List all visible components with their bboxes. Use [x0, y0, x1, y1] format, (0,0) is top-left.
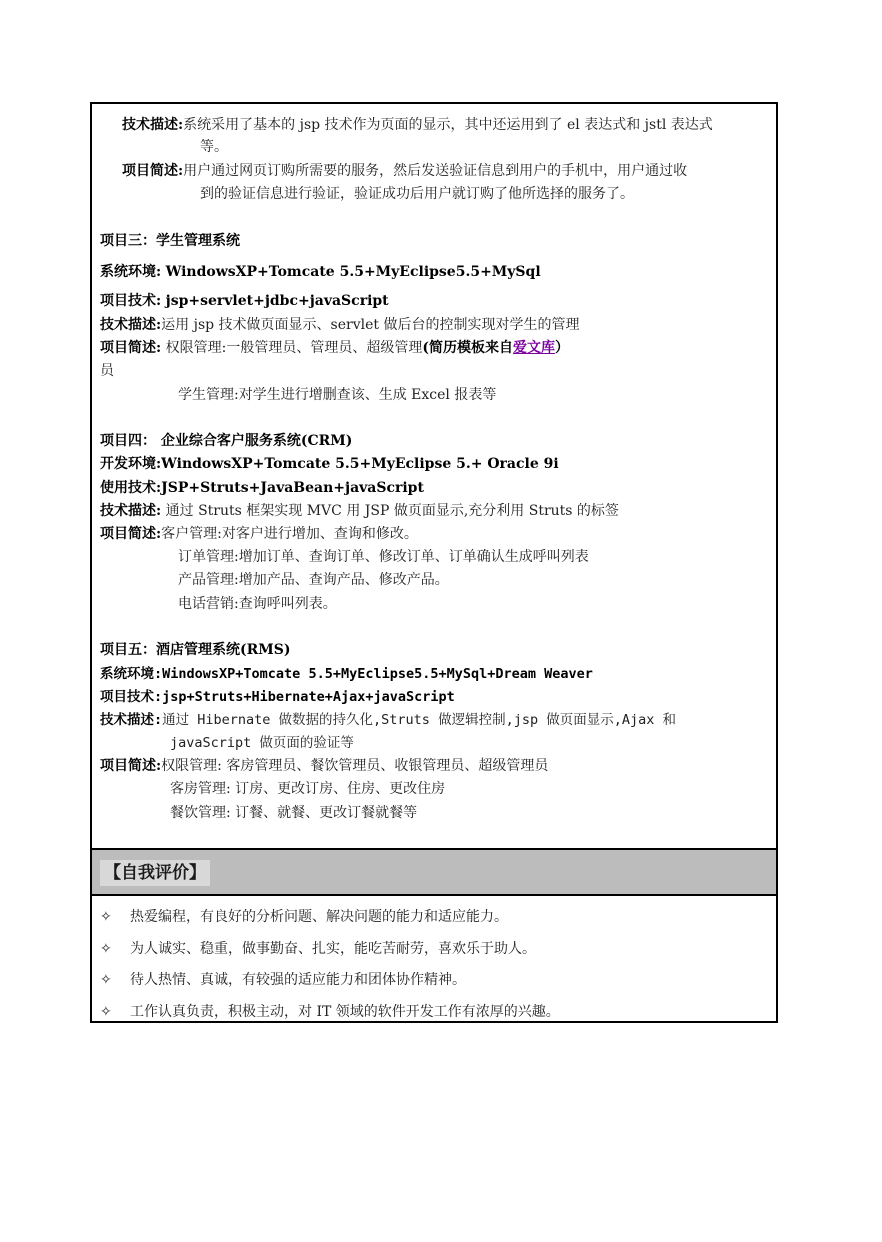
project5-brief-row — [100, 757, 548, 775]
project5-tech-row — [100, 688, 455, 706]
project5-desc-row — [100, 711, 676, 729]
project3-env-row — [100, 263, 541, 281]
project2-tech-text: 系统采用了基本的 jsp 技术作为页面的显示，其中还运用到了 el 表达式和 jstl 表达式 — [183, 117, 713, 133]
project3-brief-value: 权限管理:一般管理员、管理员、超级管理 — [165, 340, 423, 356]
project4-brief-item: 订单管理:增加订单、查询订单、修改订单、订单确认生成呼叫列表 — [178, 549, 589, 565]
project3-title: 项目三：学生管理系统 — [100, 233, 240, 249]
self-eval-header — [92, 848, 776, 896]
project3-brief-wrap: 员 — [100, 363, 114, 379]
project4-brief-item: 产品管理:增加产品、查询产品、修改产品。 — [178, 572, 449, 588]
self-eval-item: 热爱编程，有良好的分析问题、解决问题的能力和适应能力。 — [130, 909, 508, 925]
project2-desc-text-wrap: 到的验证信息进行验证，验证成功后用户就订购了他所选择的服务了。 — [200, 186, 634, 202]
project4-desc-label: 技术描述: — [100, 503, 162, 519]
project2-desc-text: 用户通过网页订购所需要的服务，然后发送验证信息到用户的手机中，用户通过收 — [183, 163, 688, 179]
project4-env-row — [100, 455, 559, 473]
project5-title: 项目五：酒店管理系统(RMS) — [100, 642, 291, 658]
project3-tech-label: 项目技术: — [100, 293, 162, 309]
project4-tech-label: 使用技术: — [100, 480, 162, 496]
project3-env-value: WindowsXP+Tomcate 5.5+MyEclipse5.5+MySql — [165, 264, 541, 280]
project5-brief-item: 餐饮管理: 订餐、就餐、更改订餐就餐等 — [170, 805, 418, 821]
project5-tech-value: jsp+Struts+Hibernate+Ajax+javaScript — [162, 689, 455, 705]
project4-tech-value: JSP+Struts+JavaBean+javaScript — [161, 480, 424, 496]
list-item — [100, 971, 466, 989]
project4-brief-item: 电话营销:查询呼叫列表。 — [178, 596, 337, 612]
project3-brief-source-suffix: ） — [554, 340, 569, 356]
project3-env-label: 系统环境: — [100, 264, 162, 280]
project3-brief-row — [100, 339, 569, 357]
project4-tech-row — [100, 479, 424, 497]
project3-desc-value: 运用 jsp 技术做页面显示、servlet 做后台的控制实现对学生的管理 — [161, 317, 580, 333]
project5-brief-label: 项目简述: — [100, 758, 162, 774]
project2-tech-text-wrap: 等。 — [200, 139, 228, 155]
diamond-bullet-icon: ✧ — [100, 972, 112, 988]
project4-env-label: 开发环境: — [100, 456, 162, 472]
project2-desc-row — [122, 162, 687, 180]
resume-sheet — [90, 102, 778, 1023]
project3-desc-row — [100, 316, 579, 334]
project5-brief-item: 客房管理: 订房、更改订房、住房、更改住房 — [170, 781, 446, 797]
project5-env-value: WindowsXP+Tomcate 5.5+MyEclipse5.5+MySql+Dream Weaver — [162, 666, 593, 682]
project5-tech-label: 项目技术: — [100, 689, 163, 705]
project4-title: 项目四： 企业综合客户服务系统(CRM) — [100, 433, 353, 449]
project5-desc-value: 通过 Hibernate 做数据的持久化,Struts 做逻辑控制,jsp 做页面显示,Ajax 和 — [162, 712, 676, 728]
list-item — [100, 940, 536, 958]
project4-brief-label: 项目简述: — [100, 526, 162, 542]
project3-brief-source-prefix: (简历模板来自 — [422, 340, 513, 356]
project2-tech-label: 技术描述: — [122, 117, 184, 133]
list-item — [100, 908, 508, 926]
self-eval-item: 为人诚实、稳重，做事勤奋、扎实，能吃苦耐劳，喜欢乐于助人。 — [130, 941, 536, 957]
self-eval-heading: 【自我评价】 — [100, 860, 210, 886]
project2-desc-label: 项目简述: — [122, 163, 184, 179]
diamond-bullet-icon: ✧ — [100, 1004, 112, 1020]
project5-brief-item: 权限管理: 客房管理员、餐饮管理员、收银管理员、超级管理员 — [161, 758, 549, 774]
project3-brief-value-2: 学生管理:对学生进行增删查该、生成 Excel 报表等 — [178, 387, 497, 403]
project2-tech-row — [122, 116, 713, 134]
self-eval-item: 工作认真负责，积极主动，对 IT 领域的软件开发工作有浓厚的兴趣。 — [130, 1004, 560, 1020]
project3-desc-label: 技术描述: — [100, 317, 162, 333]
project5-desc-value-wrap: javaScript 做页面的验证等 — [170, 735, 354, 751]
diamond-bullet-icon: ✧ — [100, 941, 112, 957]
project5-desc-label: 技术描述: — [100, 712, 163, 728]
project5-env-label: 系统环境: — [100, 666, 163, 682]
project4-desc-row — [100, 502, 619, 520]
project5-env-row — [100, 665, 593, 683]
project3-tech-row — [100, 292, 389, 310]
diamond-bullet-icon: ✧ — [100, 909, 112, 925]
project4-env-value: WindowsXP+Tomcate 5.5+MyEclipse 5.+ Oracle 9i — [161, 456, 559, 472]
project-experience-section — [92, 104, 776, 848]
list-item — [100, 1003, 560, 1021]
project3-brief-label: 项目简述: — [100, 340, 162, 356]
project4-desc-value: 通过 Struts 框架实现 MVC 用 JSP 做页面显示,充分利用 Struts 的标签 — [165, 503, 619, 519]
project3-tech-value: jsp+servlet+jdbc+javaScript — [165, 293, 389, 309]
project4-brief-row — [100, 525, 418, 543]
source-link[interactable]: 爱文库 — [512, 340, 555, 356]
self-eval-item: 待人热情、真诚，有较强的适应能力和团体协作精神。 — [130, 972, 466, 988]
project4-brief-item: 客户管理:对客户进行增加、查询和修改。 — [161, 526, 418, 542]
